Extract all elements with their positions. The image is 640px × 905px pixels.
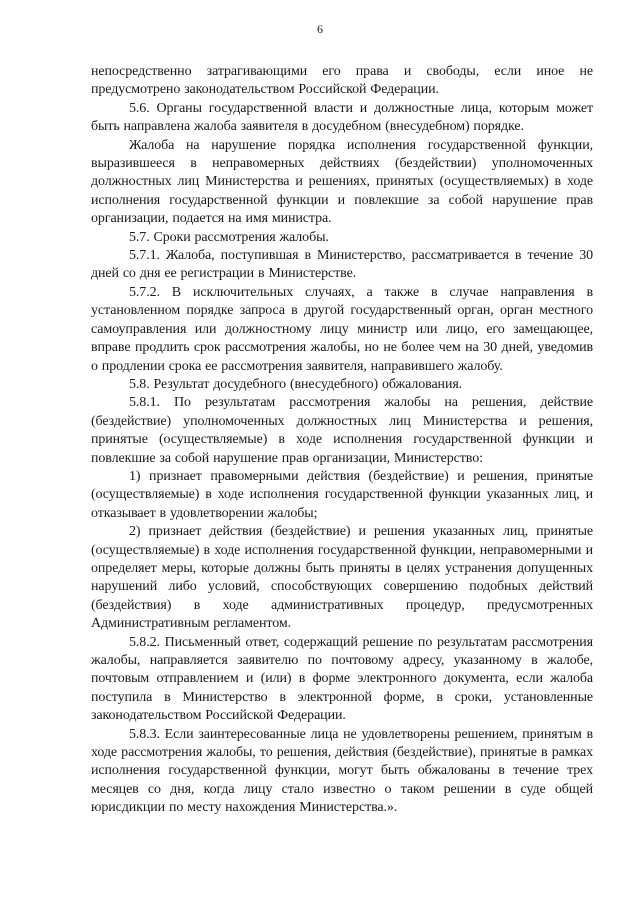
paragraph-continuation: непосредственно затрагивающими его права и свободы, если иное не предусмотрено законодательством Российской Федерации. [91,64,593,98]
paragraph-5-8-1: 5.8.1. По результатам рассмотрения жалобы на решения, действие (бездействие) уполномоченных должностных лиц Министерства и решения, принятые (осуществляемые) в ходе исполнения государственной функции и повлекшие за собой нарушение прав организации, Министерство: [91,395,593,466]
paragraph-5-7-1: 5.7.1. Жалоба, поступившая в Министерство, рассматривается в течение 30 дней со дня ее регистрации в Министерстве. [91,248,593,282]
paragraph-5-8-3: 5.8.3. Если заинтересованные лица не удовлетворены решением, принятым в ходе рассмотрения жалобы, то решения, действия (бездействие), принятые в рамках исполнения государственной функции, могут быть обжалованы в течение трех месяцев со дня, когда лицу стало известно о таком решении в суде общей юрисдикции по месту нахождения Министерства.». [91,726,593,816]
page-number: 6 [317,22,323,36]
paragraph-5-6: 5.6. Органы государственной власти и должностные лица, которым может быть направлена жалоба заявителя в досудебном (внесудебном) порядке. [91,100,593,135]
paragraph-complaint-violation: Жалоба на нарушение порядка исполнения государственной функции, выразившееся в неправомерных действиях (бездействии) уполномоченных должностных лиц Министерства и решениях, принятых (осуществляемых) в ходе исполнения государственной функции и повлекшие за собой нарушение прав организации, подается на имя министра. [91,137,593,227]
list-item-1: 1) признает правомерными действия (бездействие) и решения, принятые (осуществляемые) в ходе исполнения государственной функции указанных лиц, и отказывает в удовлетворении жалобы; [91,468,593,521]
list-item-2: 2) признает действия (бездействие) и решения указанных лиц, принятые (осуществляемые) в ходе исполнения государственной функции, неправомерными и определяет меры, которые должны быть приняты в целях устранения допущенных нарушений либо условий, способствующих совершению подобных действий (бездействия) в ходе административных процедур, предусмотренных Административным регламентом. [91,524,593,632]
paragraph-5-8-2: 5.8.2. Письменный ответ, содержащий решение по результатам рассмотрения жалобы, направляется заявителю по почтовому адресу, указанному в жалобе, почтовым отправлением и (или) в форме электронного документа, если жалоба поступила в Министерство в электронной форме, в сроки, установленные законодательством Российской Федерации. [91,634,593,724]
paragraph-5-7-2: 5.7.2. В исключительных случаях, а также в случае направления в установленном порядке запроса в другой государственный орган, орган местного самоуправления или должностному лицу министр или лицо, его замещающее, вправе продлить срок рассмотрения жалобы, но не более чем на 30 дней, уведомив о продлении срока ее рассмотрения заявителя, направившего жалобу. [91,284,593,374]
paragraph-5-8: 5.8. Результат досудебного (внесудебного) обжалования. [129,376,463,392]
paragraph-5-7: 5.7. Сроки рассмотрения жалобы. [129,229,329,245]
document-body [91,63,593,818]
